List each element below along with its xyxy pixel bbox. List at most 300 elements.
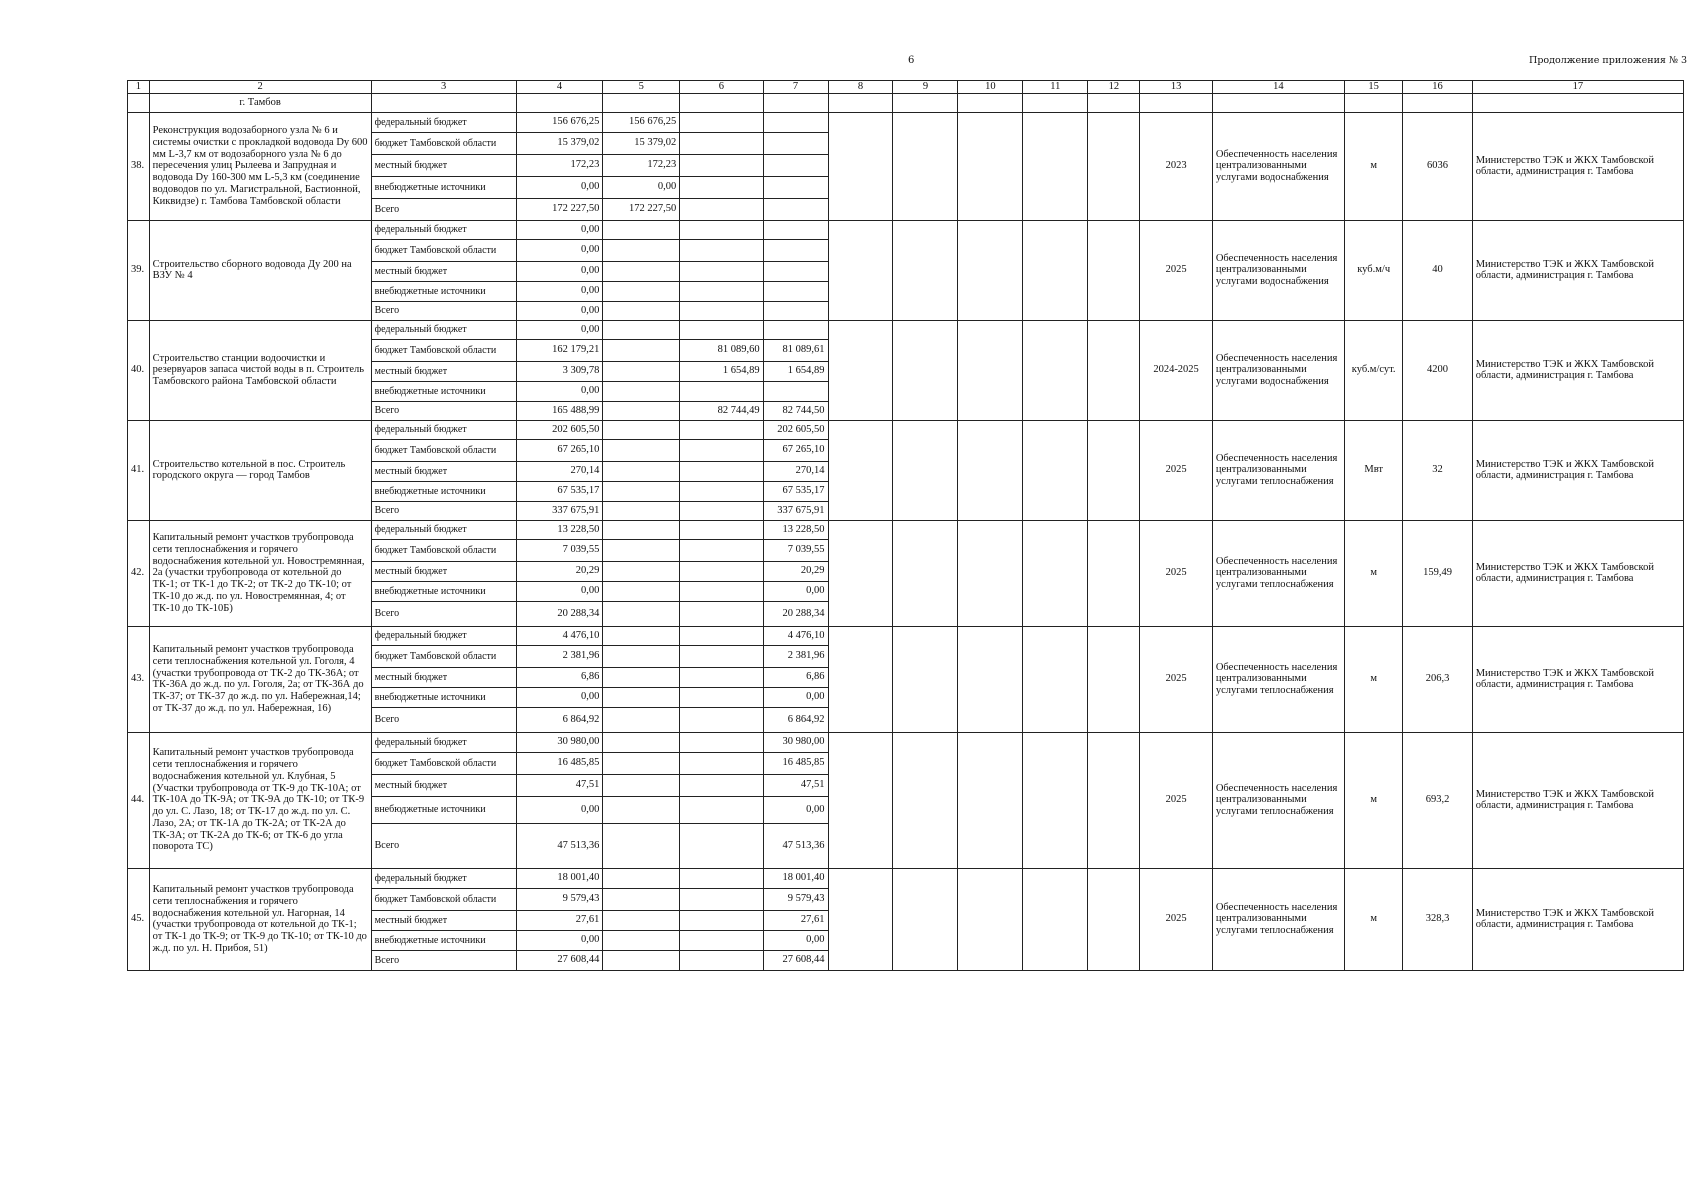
empty-year-cell [1088,112,1140,220]
amount-col7: 81 089,61 [763,339,828,361]
empty-cell [1344,93,1402,112]
amount-col7 [763,239,828,261]
project-name: Капитальный ремонт участков трубопровода сети теплоснабжения котельной ул. Гоголя, 4 (участки трубопровода от ТК-2 до ТК-36А; от ТК-36А до ж.д. по ул. Гоголя, 2а; от ТК-36А до ТК-37; от ТК-37 до ж.д. по ул. Набережная,14; от ТК-37 до ж.д. по ул. Набережная, 16) [149,626,371,732]
funding-source: внебюджетные источники [371,281,516,301]
amount-col6 [680,581,763,601]
amount-col7 [763,176,828,198]
responsible-executor: Министерство ТЭК и ЖКХ Тамбовской области, администрация г. Тамбова [1472,320,1683,420]
funding-source: Всего [371,501,516,520]
amount-total: 0,00 [516,581,603,601]
amount-col5 [603,261,680,281]
project-row [128,420,1684,439]
responsible-executor: Министерство ТЭК и ЖКХ Тамбовской области, администрация г. Тамбова [1472,420,1683,520]
empty-year-cell [958,320,1023,420]
amount-col6 [680,868,763,888]
amount-total: 27 608,44 [516,950,603,970]
amount-col5 [603,339,680,361]
amount-total: 20 288,34 [516,601,603,626]
amount-col6: 82 744,49 [680,401,763,420]
amount-col6 [680,320,763,339]
amount-total: 67 535,17 [516,481,603,501]
column-header: 4 [516,81,603,94]
amount-col7: 16 485,85 [763,752,828,774]
amount-col5 [603,301,680,320]
funding-source: внебюджетные источники [371,687,516,707]
amount-col7: 20,29 [763,561,828,581]
amount-total: 0,00 [516,176,603,198]
project-number: 44. [128,732,150,868]
empty-cell [680,93,763,112]
empty-year-cell [958,420,1023,520]
empty-year-cell [1023,320,1088,420]
amount-total: 27,61 [516,910,603,930]
responsible-executor: Министерство ТЭК и ЖКХ Тамбовской области, администрация г. Тамбова [1472,112,1683,220]
amount-col6 [680,301,763,320]
empty-cell [516,93,603,112]
amount-col7: 6,86 [763,667,828,687]
empty-year-cell [893,520,958,626]
empty-cell [1472,93,1683,112]
empty-year-cell [1088,626,1140,732]
empty-year-cell [893,868,958,970]
result-indicator: Обеспеченность населения централизованными услугами водоснабжения [1212,112,1344,220]
amount-total: 270,14 [516,461,603,481]
empty-year-cell [1088,868,1140,970]
funding-source: местный бюджет [371,461,516,481]
amount-col6 [680,501,763,520]
amount-col7 [763,198,828,220]
city-row [128,93,1684,112]
funding-source: федеральный бюджет [371,420,516,439]
column-header: 17 [1472,81,1683,94]
amount-col7 [763,381,828,401]
responsible-executor: Министерство ТЭК и ЖКХ Тамбовской области, администрация г. Тамбова [1472,520,1683,626]
column-header: 11 [1023,81,1088,94]
funding-source: внебюджетные источники [371,581,516,601]
project-name: Строительство сборного водовода Ду 200 на ВЗУ № 4 [149,220,371,320]
amount-col6 [680,707,763,732]
funding-source: федеральный бюджет [371,320,516,339]
amount-col5 [603,930,680,950]
amount-col5 [603,774,680,796]
funding-source: федеральный бюджет [371,220,516,239]
column-header: 10 [958,81,1023,94]
amount-col6: 81 089,60 [680,339,763,361]
project-number: 43. [128,626,150,732]
amount-col5 [603,361,680,381]
empty-year-cell [828,626,893,732]
amount-col7 [763,301,828,320]
amount-total: 337 675,91 [516,501,603,520]
amount-col7 [763,320,828,339]
amount-col5 [603,645,680,667]
amount-col7: 1 654,89 [763,361,828,381]
funding-source: внебюджетные источники [371,381,516,401]
funding-source: бюджет Тамбовской области [371,239,516,261]
amount-total: 20,29 [516,561,603,581]
amount-col7: 6 864,92 [763,707,828,732]
amount-total: 0,00 [516,930,603,950]
column-header: 8 [828,81,893,94]
funding-source: Всего [371,198,516,220]
amount-col5 [603,239,680,261]
empty-year-cell [1023,868,1088,970]
project-number: 45. [128,868,150,970]
empty-year-cell [828,868,893,970]
amount-total: 16 485,85 [516,752,603,774]
project-row [128,320,1684,339]
implementation-year: 2025 [1140,732,1213,868]
amount-col6 [680,481,763,501]
column-number-row [128,81,1684,94]
project-row [128,868,1684,888]
empty-cell [1088,93,1140,112]
implementation-year: 2025 [1140,220,1213,320]
project-row [128,220,1684,239]
project-row [128,520,1684,539]
amount-total: 6,86 [516,667,603,687]
amount-col5 [603,520,680,539]
amount-col6 [680,910,763,930]
funding-source: бюджет Тамбовской области [371,888,516,910]
amount-col5 [603,439,680,461]
project-name: Реконструкция водозаборного узла № 6 и системы очистки с прокладкой водовода Dy 600 мм L-3,7 км от водозаборного узла № 6 до пересечения улиц Рылеева и Запрудная и водовода Dy 160-300 мм L-5,3 км (соединение водоводов по ул. Магистральной, Бастионной, Киквидзе) г. Тамбова Тамбовской области [149,112,371,220]
empty-cell [893,93,958,112]
amount-col6 [680,261,763,281]
empty-cell [763,93,828,112]
funding-source: Всего [371,401,516,420]
column-header: 7 [763,81,828,94]
amount-total: 156 676,25 [516,112,603,132]
project-name: Строительство станции водоочистки и резервуаров запаса чистой воды в п. Строитель Тамбовского района Тамбовской области [149,320,371,420]
empty-year-cell [828,112,893,220]
amount-col7: 30 980,00 [763,732,828,752]
amount-col7 [763,132,828,154]
amount-col5 [603,796,680,823]
amount-total: 3 309,78 [516,361,603,381]
funding-source: Всего [371,301,516,320]
funding-source: Всего [371,823,516,868]
result-indicator: Обеспеченность населения централизованными услугами теплоснабжения [1212,520,1344,626]
amount-col5 [603,461,680,481]
unit-of-measure: Мвт [1344,420,1402,520]
amount-col7 [763,281,828,301]
empty-year-cell [958,112,1023,220]
amount-col7: 7 039,55 [763,539,828,561]
column-header: 15 [1344,81,1402,94]
result-indicator: Обеспеченность населения централизованными услугами теплоснабжения [1212,626,1344,732]
column-header: 1 [128,81,150,94]
empty-year-cell [1088,320,1140,420]
amount-col7: 13 228,50 [763,520,828,539]
funding-source: Всего [371,950,516,970]
amount-col5 [603,420,680,439]
amount-total: 172,23 [516,154,603,176]
amount-total: 0,00 [516,281,603,301]
funding-source: местный бюджет [371,561,516,581]
column-header: 16 [1403,81,1472,94]
responsible-executor: Министерство ТЭК и ЖКХ Тамбовской области, администрация г. Тамбова [1472,626,1683,732]
amount-col5 [603,381,680,401]
amount-col5 [603,732,680,752]
project-name: Капитальный ремонт участков трубопровода сети теплоснабжения и горячего водоснабжения котельной ул. Клубная, 5 (Участки трубопровода от ТК-9 до ТК-10А; от ТК-10А до ТК-9А; от ТК-9А до ТК-10; от ТК-9 до ул. С. Лазо, 18; от ТК-17 до ж.д. по ул. С. Лазо, 2А; от ТК-1А до ТК-2А; от ТК-2А до ТК-3А; от ТК-2А до ТК-6; от ТК-6 до угла поворота ТС) [149,732,371,868]
city-row-lead-cell [128,93,150,112]
indicator-value: 159,49 [1403,520,1472,626]
amount-col7 [763,112,828,132]
amount-col6 [680,198,763,220]
result-indicator: Обеспеченность населения централизованными услугами водоснабжения [1212,220,1344,320]
funding-source: местный бюджет [371,261,516,281]
amount-col6 [680,930,763,950]
funding-source: внебюджетные источники [371,481,516,501]
column-header: 3 [371,81,516,94]
amount-col5 [603,687,680,707]
funding-source: бюджет Тамбовской области [371,645,516,667]
city-name: г. Тамбов [149,93,371,112]
funding-source: бюджет Тамбовской области [371,339,516,361]
amount-col6 [680,888,763,910]
project-number: 39. [128,220,150,320]
empty-year-cell [828,732,893,868]
amount-col6: 1 654,89 [680,361,763,381]
funding-source: бюджет Тамбовской области [371,132,516,154]
amount-col6 [680,539,763,561]
amount-col6 [680,645,763,667]
unit-of-measure: м [1344,112,1402,220]
empty-year-cell [893,732,958,868]
empty-cell [1023,93,1088,112]
empty-year-cell [1023,626,1088,732]
empty-year-cell [828,420,893,520]
amount-total: 0,00 [516,796,603,823]
amount-total: 172 227,50 [516,198,603,220]
project-row [128,732,1684,752]
amount-col7: 0,00 [763,581,828,601]
amount-col7: 47,51 [763,774,828,796]
amount-col7: 4 476,10 [763,626,828,645]
amount-col5 [603,281,680,301]
funding-source: внебюджетные источники [371,176,516,198]
empty-cell [1403,93,1472,112]
amount-total: 0,00 [516,687,603,707]
amount-col5 [603,667,680,687]
amount-col7: 27 608,44 [763,950,828,970]
amount-col5 [603,481,680,501]
indicator-value: 206,3 [1403,626,1472,732]
amount-col7: 82 744,50 [763,401,828,420]
appendix-continuation-label: Продолжение приложения № 3 [1529,55,1687,66]
amount-col5 [603,626,680,645]
amount-col7: 0,00 [763,930,828,950]
amount-col6 [680,281,763,301]
empty-year-cell [958,626,1023,732]
amount-col6 [680,439,763,461]
amount-total: 47,51 [516,774,603,796]
indicator-value: 4200 [1403,320,1472,420]
amount-col7: 18 001,40 [763,868,828,888]
page-number: 6 [908,55,915,66]
amount-col6 [680,561,763,581]
funding-source: местный бюджет [371,154,516,176]
funding-source: местный бюджет [371,361,516,381]
empty-year-cell [893,112,958,220]
unit-of-measure: м [1344,732,1402,868]
implementation-year: 2023 [1140,112,1213,220]
amount-col6 [680,176,763,198]
amount-col7 [763,220,828,239]
amount-total: 2 381,96 [516,645,603,667]
funding-source: федеральный бюджет [371,732,516,752]
amount-total: 18 001,40 [516,868,603,888]
responsible-executor: Министерство ТЭК и ЖКХ Тамбовской области, администрация г. Тамбова [1472,732,1683,868]
amount-total: 15 379,02 [516,132,603,154]
empty-year-cell [1088,420,1140,520]
column-header: 14 [1212,81,1344,94]
empty-year-cell [1023,520,1088,626]
amount-col5 [603,601,680,626]
amount-col6 [680,132,763,154]
amount-total: 47 513,36 [516,823,603,868]
amount-col5: 172 227,50 [603,198,680,220]
amount-col5: 172,23 [603,154,680,176]
amount-col7: 337 675,91 [763,501,828,520]
indicator-value: 6036 [1403,112,1472,220]
empty-year-cell [1023,420,1088,520]
empty-cell [603,93,680,112]
result-indicator: Обеспеченность населения централизованными услугами водоснабжения [1212,320,1344,420]
amount-col6 [680,732,763,752]
empty-year-cell [828,220,893,320]
project-number: 40. [128,320,150,420]
unit-of-measure: м [1344,868,1402,970]
column-header: 9 [893,81,958,94]
amount-col6 [680,420,763,439]
unit-of-measure: м [1344,520,1402,626]
amount-col6 [680,239,763,261]
amount-col7: 2 381,96 [763,645,828,667]
empty-year-cell [1023,732,1088,868]
amount-col5: 15 379,02 [603,132,680,154]
empty-year-cell [1088,220,1140,320]
amount-col5 [603,539,680,561]
amount-col6 [680,667,763,687]
amount-total: 0,00 [516,239,603,261]
amount-col5 [603,501,680,520]
amount-col6 [680,381,763,401]
indicator-value: 693,2 [1403,732,1472,868]
funding-source: местный бюджет [371,774,516,796]
project-number: 38. [128,112,150,220]
project-row [128,626,1684,645]
implementation-year: 2025 [1140,520,1213,626]
empty-cell [1212,93,1344,112]
indicator-value: 40 [1403,220,1472,320]
amount-total: 162 179,21 [516,339,603,361]
empty-year-cell [1088,520,1140,626]
program-table [127,80,1684,971]
amount-col5 [603,320,680,339]
empty-year-cell [893,220,958,320]
project-row [128,112,1684,132]
funding-source: местный бюджет [371,910,516,930]
implementation-year: 2025 [1140,868,1213,970]
amount-total: 6 864,92 [516,707,603,732]
funding-source: Всего [371,707,516,732]
project-name: Строительство котельной в пос. Строитель городского округа — город Тамбов [149,420,371,520]
column-header: 5 [603,81,680,94]
responsible-executor: Министерство ТЭК и ЖКХ Тамбовской области, администрация г. Тамбова [1472,220,1683,320]
amount-col5 [603,752,680,774]
amount-total: 30 980,00 [516,732,603,752]
amount-col7: 270,14 [763,461,828,481]
empty-year-cell [893,420,958,520]
amount-col6 [680,774,763,796]
empty-year-cell [958,520,1023,626]
amount-col5 [603,220,680,239]
amount-col5 [603,888,680,910]
funding-source: федеральный бюджет [371,520,516,539]
unit-of-measure: куб.м/сут. [1344,320,1402,420]
funding-source: бюджет Тамбовской области [371,439,516,461]
column-header: 12 [1088,81,1140,94]
funding-source: внебюджетные источники [371,796,516,823]
amount-col7: 202 605,50 [763,420,828,439]
amount-col6 [680,687,763,707]
funding-source: внебюджетные источники [371,930,516,950]
funding-source: Всего [371,601,516,626]
amount-col6 [680,950,763,970]
amount-total: 0,00 [516,220,603,239]
empty-year-cell [958,868,1023,970]
implementation-year: 2025 [1140,420,1213,520]
column-header: 13 [1140,81,1213,94]
amount-col7: 0,00 [763,687,828,707]
amount-col6 [680,520,763,539]
empty-year-cell [958,220,1023,320]
amount-col5 [603,561,680,581]
amount-total: 67 265,10 [516,439,603,461]
indicator-value: 328,3 [1403,868,1472,970]
empty-cell [828,93,893,112]
amount-col7 [763,261,828,281]
amount-col7: 47 513,36 [763,823,828,868]
project-name: Капитальный ремонт участков трубопровода сети теплоснабжения и горячего водоснабжения котельной ул. Новостремянная, 2а (участки трубопровода от котельной до ТК-1; от ТК-1 до ТК-2; от ТК-2 до ТК-10; от ТК-10 до ж.д. по ул. Новостремянная, 4; от ТК-10 до ТК-10Б) [149,520,371,626]
project-name: Капитальный ремонт участков трубопровода сети теплоснабжения и горячего водоснабжения котельной ул. Нагорная, 14 (участки трубопровода от котельной до ТК-1; от ТК-1 до ТК-9; от ТК-9 до ТК-10; от ТК-10 до ж.д. по ул. Н. Прибоя, 51) [149,868,371,970]
amount-col5 [603,581,680,601]
column-header: 2 [149,81,371,94]
amount-total: 13 228,50 [516,520,603,539]
amount-col7 [763,154,828,176]
amount-total: 0,00 [516,320,603,339]
indicator-value: 32 [1403,420,1472,520]
project-number: 42. [128,520,150,626]
empty-year-cell [893,320,958,420]
column-header: 6 [680,81,763,94]
amount-total: 4 476,10 [516,626,603,645]
amount-col5 [603,401,680,420]
empty-cell [371,93,516,112]
empty-year-cell [958,732,1023,868]
amount-col5 [603,950,680,970]
empty-cell [1140,93,1213,112]
empty-year-cell [893,626,958,732]
amount-col5 [603,910,680,930]
unit-of-measure: м [1344,626,1402,732]
funding-source: бюджет Тамбовской области [371,752,516,774]
funding-source: федеральный бюджет [371,626,516,645]
funding-source: федеральный бюджет [371,112,516,132]
amount-col7: 27,61 [763,910,828,930]
